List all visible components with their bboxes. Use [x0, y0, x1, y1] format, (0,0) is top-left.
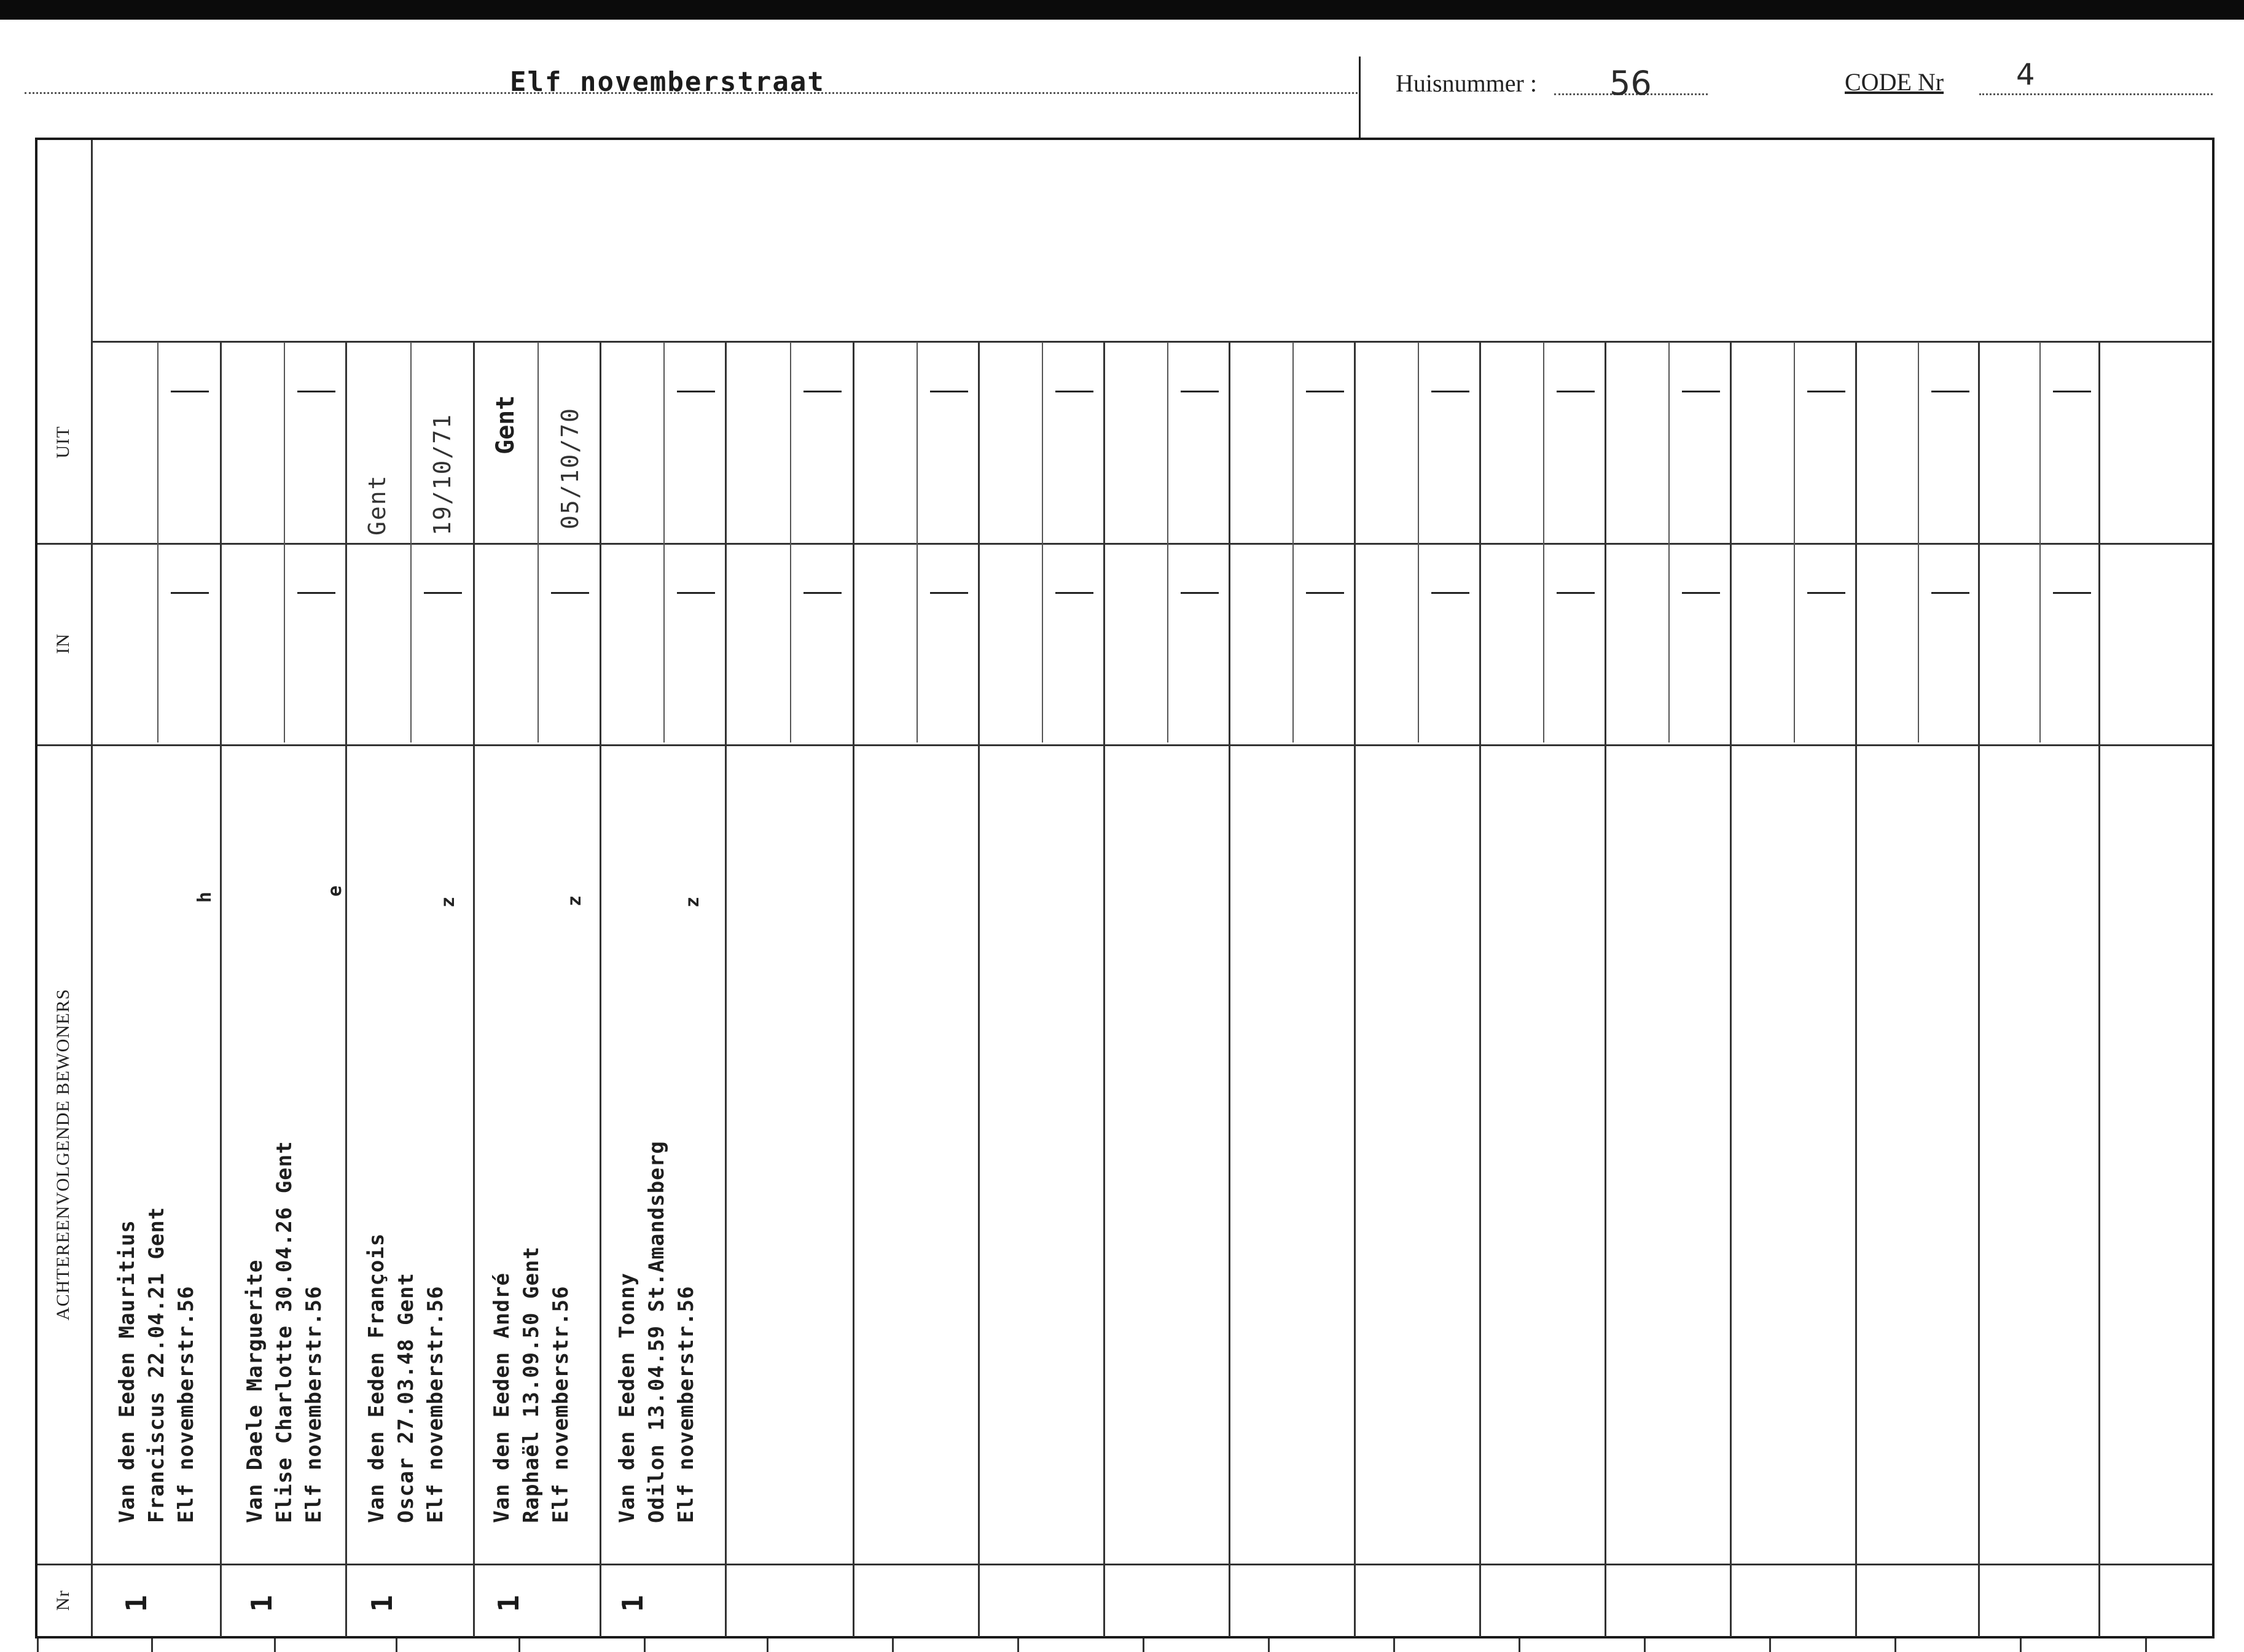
in-residents-line	[37, 744, 2212, 746]
in-dash-mark	[930, 592, 968, 594]
column-divider	[473, 341, 475, 1637]
in-dash-mark	[1306, 592, 1344, 594]
uit-date: 19/10/71	[429, 413, 456, 536]
sub-column-divider	[790, 342, 791, 742]
sub-column-divider	[1794, 342, 1795, 742]
resident-mark: e	[324, 885, 346, 897]
in-dash-mark	[171, 592, 209, 594]
sub-column-divider	[2039, 342, 2041, 742]
nr-label: Nr	[53, 1590, 73, 1611]
in-dash-mark	[1431, 592, 1469, 594]
sub-column-divider	[410, 342, 412, 742]
house-number-value: 56	[1609, 64, 1652, 103]
bottom-tick	[1644, 1638, 1646, 1652]
sub-column-divider	[663, 342, 665, 742]
sub-column-divider	[1042, 342, 1043, 742]
resident-line-address: Elf novemberstr.56	[549, 1285, 573, 1523]
sub-column-divider	[1418, 342, 1419, 742]
bottom-tick	[2145, 1638, 2147, 1652]
resident-mark: z	[564, 895, 585, 906]
uit-dash-mark	[1055, 391, 1093, 392]
column-divider	[600, 341, 601, 1637]
column-divider	[1605, 341, 1606, 1637]
record-number: 1	[365, 1595, 399, 1612]
uit-place: Gent	[491, 395, 520, 454]
in-dash-mark	[1682, 592, 1720, 594]
in-dash-mark	[1557, 592, 1595, 594]
in-dash-mark	[1181, 592, 1219, 594]
resident-line-name: Van den Eeden Tonny	[615, 1272, 639, 1523]
bottom-tick	[767, 1638, 768, 1652]
column-divider	[1479, 341, 1481, 1637]
bottom-tick	[274, 1638, 276, 1652]
uit-dash-mark	[1682, 391, 1720, 392]
street-name: Elf novemberstraat	[510, 66, 825, 98]
resident-line-address: Elf novemberstr.56	[302, 1285, 326, 1523]
header-separator	[1359, 56, 1361, 138]
in-dash-mark	[2053, 592, 2091, 594]
resident-line-name: Van den Eeden André	[490, 1272, 514, 1523]
sub-column-divider	[1292, 342, 1294, 742]
sub-column-divider	[1918, 342, 1919, 742]
resident-line-birth: Elise Charlotte 30.04.26 Gent	[272, 1140, 297, 1523]
column-divider	[2098, 341, 2100, 1637]
sub-column-divider	[1167, 342, 1168, 742]
bottom-tick	[2020, 1638, 2022, 1652]
bottom-tick	[892, 1638, 894, 1652]
resident-line-birth: Franciscus 22.04.21 Gent	[144, 1206, 169, 1523]
column-divider	[853, 341, 854, 1637]
code-number-value: 4	[2016, 58, 2035, 92]
sub-column-divider	[157, 342, 158, 742]
resident-mark: z	[682, 896, 703, 908]
sub-column-divider	[1543, 342, 1544, 742]
bottom-tick	[644, 1638, 646, 1652]
column-divider	[1229, 341, 1230, 1637]
in-dash-mark	[424, 592, 462, 594]
column-divider	[1103, 341, 1105, 1637]
resident-mark: z	[437, 896, 459, 908]
code-dotted-line	[1979, 93, 2213, 95]
resident-line-name: Van den Eeden François	[364, 1233, 389, 1523]
column-divider	[978, 341, 980, 1637]
in-dash-mark	[1055, 592, 1093, 594]
uit-dash-mark	[171, 391, 209, 392]
sub-column-divider	[917, 342, 918, 742]
record-number: 1	[616, 1595, 649, 1612]
uit-dash-mark	[677, 391, 715, 392]
resident-line-birth: Oscar 27.03.48 Gent	[394, 1272, 418, 1523]
scan-top-edge	[0, 0, 2244, 20]
resident-line-birth: Odilon 13.04.59 St.Amandsberg	[644, 1140, 669, 1523]
bottom-tick	[396, 1638, 397, 1652]
bottom-tick	[37, 1638, 39, 1652]
sub-column-divider	[538, 342, 539, 742]
bottom-tick	[1519, 1638, 1520, 1652]
uit-dash-mark	[2053, 391, 2091, 392]
label-column-divider	[91, 140, 93, 1636]
uit-dash-mark	[1931, 391, 1969, 392]
in-dash-mark	[677, 592, 715, 594]
bottom-tick	[1894, 1638, 1896, 1652]
in-dash-mark	[551, 592, 589, 594]
register-frame	[35, 138, 2215, 1638]
sub-column-divider	[284, 342, 285, 742]
uit-dash-mark	[1431, 391, 1469, 392]
uit-date: 05/10/70	[557, 407, 584, 529]
resident-line-birth: Raphaël 13.09.50 Gent	[519, 1246, 544, 1523]
code-label: CODE Nr	[1845, 68, 1944, 96]
column-divider	[1730, 341, 1732, 1637]
column-divider	[220, 341, 222, 1637]
resident-mark: h	[194, 891, 216, 903]
record-number: 1	[491, 1595, 525, 1612]
uit-place: Gent	[364, 474, 391, 536]
record-number: 1	[244, 1595, 278, 1612]
bottom-tick	[151, 1638, 153, 1652]
uit-dash-mark	[803, 391, 842, 392]
uit-in-line	[37, 543, 2212, 545]
resident-line-name: Van Daele Marguerite	[243, 1259, 267, 1523]
resident-line-address: Elf novemberstr.56	[423, 1285, 448, 1523]
uit-dash-mark	[1306, 391, 1344, 392]
uit-dash-mark	[930, 391, 968, 392]
record-number: 1	[119, 1595, 153, 1612]
bottom-tick	[1268, 1638, 1270, 1652]
bottom-tick	[1143, 1638, 1144, 1652]
uit-dash-mark	[1557, 391, 1595, 392]
column-divider	[345, 341, 347, 1637]
bottom-tick	[518, 1638, 520, 1652]
bottom-tick	[1769, 1638, 1771, 1652]
bottom-tick	[1393, 1638, 1395, 1652]
in-dash-mark	[1807, 592, 1845, 594]
uit-dash-mark	[1181, 391, 1219, 392]
sub-column-divider	[1668, 342, 1670, 742]
in-label: IN	[53, 633, 73, 654]
residents-nr-line	[37, 1564, 2212, 1565]
resident-line-name: Van den Eeden Mauritius	[115, 1220, 139, 1523]
in-dash-mark	[1931, 592, 1969, 594]
resident-line-address: Elf novemberstr.56	[174, 1285, 198, 1523]
column-divider	[1978, 341, 1980, 1637]
in-dash-mark	[803, 592, 842, 594]
bottom-tick	[1017, 1638, 1019, 1652]
resident-line-address: Elf novemberstr.56	[674, 1285, 698, 1523]
uit-label: UIT	[53, 426, 73, 459]
column-divider	[1354, 341, 1356, 1637]
column-divider	[1855, 341, 1857, 1637]
uit-dash-mark	[1807, 391, 1845, 392]
column-divider	[725, 341, 727, 1637]
house-number-label: Huisnummer :	[1396, 69, 1537, 97]
residents-label: ACHTEREENVOLGENDE BEWONERS	[53, 988, 73, 1321]
uit-dash-mark	[297, 391, 335, 392]
in-dash-mark	[297, 592, 335, 594]
